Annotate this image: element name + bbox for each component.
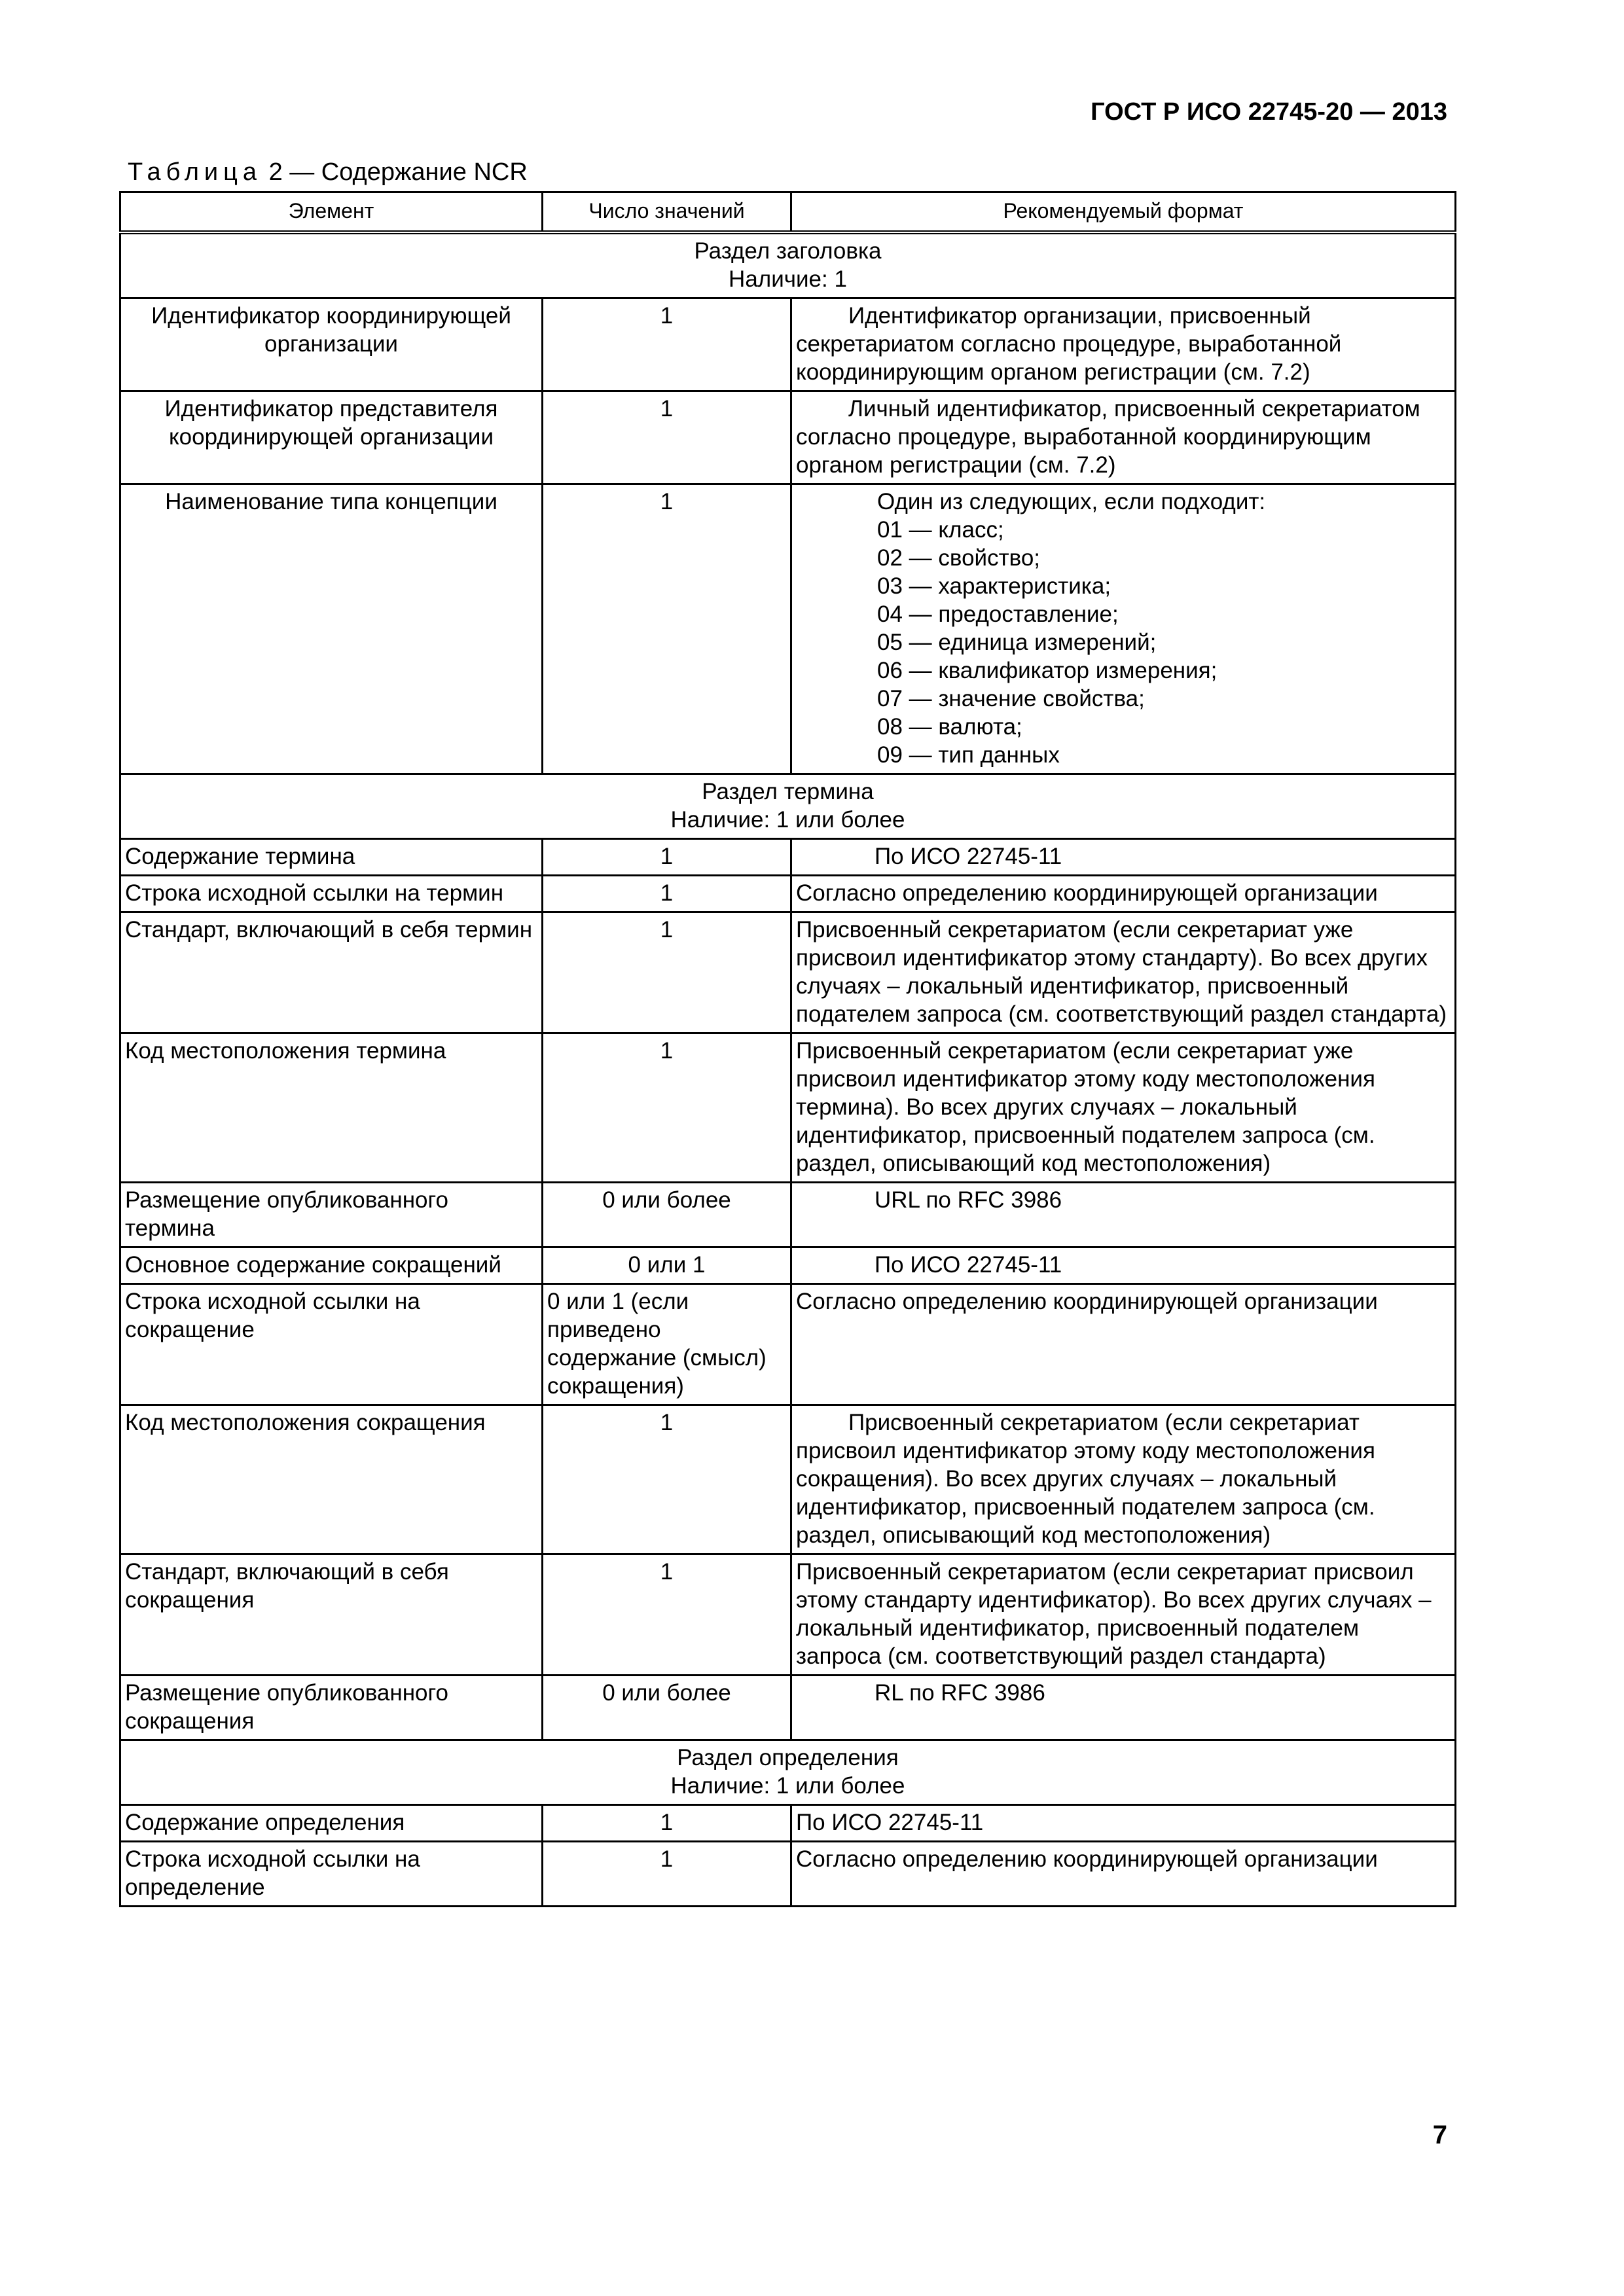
format-list-item: 02 — свойство; — [877, 545, 1041, 571]
format-list-item: 08 — валюта; — [877, 714, 1022, 740]
cell-format: URL по RFC 3986 — [791, 1183, 1456, 1247]
cell-format: Личный идентификатор, присвоенный секретариатом согласно процедуре, выработанной координирующим органом регистрации (см. 7.2) — [791, 391, 1456, 484]
cell-count: 0 или более — [543, 1676, 791, 1740]
cell-count: 1 — [543, 912, 791, 1033]
table-row — [120, 298, 1456, 391]
cell-format: RL по RFC 3986 — [791, 1676, 1456, 1740]
format-list-intro: Один из следующих, если подходит: — [877, 489, 1266, 514]
cell-count: 0 или 1 (если приведено содержание (смысл) сокращения) — [543, 1284, 791, 1405]
cell-count: 1 — [543, 1405, 791, 1554]
cell-count: 1 — [543, 1554, 791, 1676]
table-caption — [128, 158, 528, 187]
section-row-definition — [120, 1740, 1456, 1805]
cell-format: По ИСО 22745-11 — [791, 1247, 1456, 1284]
cell-element: Идентификатор представителя координирующей организации — [120, 391, 543, 484]
table-row — [120, 1554, 1456, 1676]
cell-count: 1 — [543, 876, 791, 912]
cell-format: Согласно определению координирующей организации — [791, 876, 1456, 912]
table-row — [120, 1842, 1456, 1907]
format-list-item: 03 — характеристика; — [877, 573, 1111, 599]
format-list-item: 06 — квалификатор измерения; — [877, 658, 1218, 683]
cell-element: Код местоположения термина — [120, 1033, 543, 1183]
cell-count: 0 или 1 — [543, 1247, 791, 1284]
format-list-item: 04 — предоставление; — [877, 601, 1119, 627]
cell-count: 1 — [543, 391, 791, 484]
cell-count: 1 — [543, 839, 791, 876]
table-header-row — [120, 192, 1456, 233]
cell-format: Присвоенный секретариатом (если секретариат присвоил идентификатор этому коду местоположения сокращения). Во всех других случаях – локальный идентификатор, присвоенный подателем запроса (см. раздел, описывающий код местоположения) — [791, 1405, 1456, 1554]
table-row — [120, 876, 1456, 912]
table-row — [120, 484, 1456, 774]
cell-count: 0 или более — [543, 1183, 791, 1247]
table-row — [120, 1405, 1456, 1554]
table-caption-text: 2 — Содержание NCR — [268, 158, 528, 186]
section-row-header — [120, 232, 1456, 298]
cell-element: Наименование типа концепции — [120, 484, 543, 774]
ncr-content-table — [119, 191, 1456, 1907]
cell-count: 1 — [543, 298, 791, 391]
table-row — [120, 1183, 1456, 1247]
cell-element: Основное содержание сокращений — [120, 1247, 543, 1284]
table-row — [120, 391, 1456, 484]
format-list-item: 07 — значение свойства; — [877, 686, 1145, 711]
document-header: ГОСТ Р ИСО 22745-20 — 2013 — [1091, 98, 1447, 126]
section-presence: Наличие: 1 или более — [670, 807, 905, 833]
cell-element: Строка исходной ссылки на термин — [120, 876, 543, 912]
cell-count: 1 — [543, 1842, 791, 1907]
cell-format: По ИСО 22745-11 — [791, 839, 1456, 876]
format-list-item: 05 — единица измерений; — [877, 630, 1157, 655]
cell-count: 1 — [543, 1805, 791, 1842]
section-presence: Наличие: 1 — [729, 266, 847, 292]
cell-format: По ИСО 22745-11 — [791, 1805, 1456, 1842]
cell-format-list — [791, 484, 1456, 774]
cell-format: Идентификатор организации, присвоенный секретариатом согласно процедуре, выработанной координирующим органом регистрации (см. 7.2) — [791, 298, 1456, 391]
cell-element: Строка исходной ссылки на определение — [120, 1842, 543, 1907]
table-row — [120, 1805, 1456, 1842]
cell-element: Стандарт, включающий в себя термин — [120, 912, 543, 1033]
cell-element: Строка исходной ссылки на сокращение — [120, 1284, 543, 1405]
table-row — [120, 1676, 1456, 1740]
section-row-term — [120, 774, 1456, 839]
format-list-item: 01 — класс; — [877, 517, 1004, 543]
table-row — [120, 912, 1456, 1033]
cell-element: Содержание термина — [120, 839, 543, 876]
cell-format: Согласно определению координирующей организации — [791, 1284, 1456, 1405]
table-row — [120, 1284, 1456, 1405]
column-header-element: Элемент — [120, 192, 543, 233]
table-row — [120, 1033, 1456, 1183]
section-title: Раздел определения — [677, 1745, 899, 1770]
format-list-item: 09 — тип данных — [877, 742, 1060, 768]
table-row — [120, 839, 1456, 876]
cell-element: Размещение опубликованного термина — [120, 1183, 543, 1247]
cell-element: Содержание определения — [120, 1805, 543, 1842]
section-title: Раздел заголовка — [694, 238, 882, 264]
cell-element: Стандарт, включающий в себя сокращения — [120, 1554, 543, 1676]
column-header-format: Рекомендуемый формат — [791, 192, 1456, 233]
cell-element: Размещение опубликованного сокращения — [120, 1676, 543, 1740]
cell-element: Код местоположения сокращения — [120, 1405, 543, 1554]
cell-element: Идентификатор координирующей организации — [120, 298, 543, 391]
cell-count: 1 — [543, 484, 791, 774]
cell-count: 1 — [543, 1033, 791, 1183]
cell-format: Присвоенный секретариатом (если секретариат присвоил этому стандарту идентификатор). Во всех других случаях – локальный идентификатор, присвоенный подателем запроса (см. соответствующий раздел стандарта) — [791, 1554, 1456, 1676]
section-title: Раздел термина — [702, 779, 874, 804]
cell-format: Присвоенный секретариатом (если секретариат уже присвоил идентификатор этому коду местоположения термина). Во всех других случаях – локальный идентификатор, присвоенный подателем запроса (см. раздел, описывающий код местоположения) — [791, 1033, 1456, 1183]
table-caption-label: Таблица — [128, 158, 262, 186]
table-row — [120, 1247, 1456, 1284]
cell-format: Согласно определению координирующей организации — [791, 1842, 1456, 1907]
column-header-count: Число значений — [543, 192, 791, 233]
cell-format: Присвоенный секретариатом (если секретариат уже присвоил идентификатор этому стандарту). Во всех других случаях – локальный идентификатор, присвоенный подателем запроса (см. соответствующий раздел стандарта) — [791, 912, 1456, 1033]
page-number: 7 — [1432, 2121, 1447, 2149]
section-presence: Наличие: 1 или более — [670, 1773, 905, 1799]
